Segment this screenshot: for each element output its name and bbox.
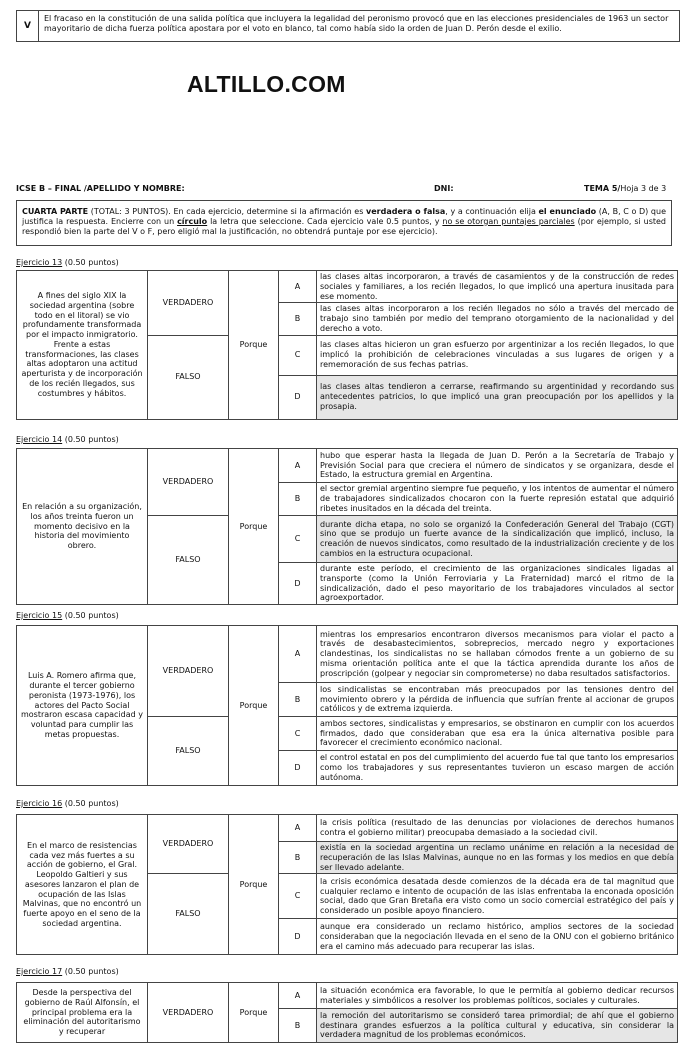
because-label: Porque	[229, 271, 279, 420]
tema-number: TEMA 5/	[584, 184, 621, 193]
option-text: las clases altas incorporaron, a través de casamientos y de la construcción de redes sociales y familiares, a los recién llegados, lo que implicó una apertura inusitada para ese momento.	[317, 271, 678, 303]
option-text: durante dicha etapa, no solo se organizó la Confederación General del Trabajo (CGT) sino que se produjo un fuerte avance de la sindicalización que implicó, incluso, la creación de nuevos sindicatos, como resultado de la industrialización creciente y de los cambios en la estructura ocupacional.	[317, 516, 678, 563]
exercise-statement: Desde la perspectiva del gobierno de Raúl Alfonsín, el principal problema era la eliminación del autoritarismo y recuperar	[17, 983, 148, 1043]
option-text: las clases altas hicieron un gran esfuerzo por argentinizar a los recién llegados, lo que implicó la prohibición de celebraciones vinculadas a sus lugares de origen y a rememoración de sus fechas patrias.	[317, 335, 678, 375]
instructions-box: CUARTA PARTE (TOTAL: 3 PUNTOS). En cada ejercicio, determine si la afirmación es verdadera o falsa, y a continuación elija el enunciado (A, B, C o D) que justifica la respuesta. Encierre con un círculo la letra que seleccione. Cada ejercicio vale 0.5 puntos, y no se otorgan puntajes parciales (por ejemplo, si usted respondió bien la parte del V o F, pero eligió mal la justificación, no obtendrá puntaje por ese ejercicio).	[16, 200, 672, 246]
option-letter[interactable]: C	[279, 874, 317, 919]
option-letter[interactable]: B	[279, 1009, 317, 1043]
option-text: durante este período, el crecimiento de las organizaciones sindicales ligadas al transporte (como la Unión Ferroviaria y La Fraternidad) marcó el ritmo de la sindicalización, dado el peso mayoritario de los trabajadores vinculados al sector agroexportador.	[317, 563, 678, 605]
option-text: aunque era considerado un reclamo histórico, amplios sectores de la sociedad consideraban que la negociación llevada en el seno de la ONU con el gobierno británico era el camino más adecuado para recuperar las islas.	[317, 919, 678, 955]
part-title: CUARTA PARTE	[22, 207, 89, 216]
option-text: los sindicalistas se encontraban más preocupados por las tensiones dentro del movimiento obrero y la pérdida de influencia que sufrían frente al accionar de grupos católicos y de extrema izquierda.	[317, 683, 678, 717]
dni-label: DNI:	[434, 184, 454, 193]
true-option[interactable]: VERDADERO	[148, 449, 229, 516]
false-option[interactable]: FALSO	[148, 717, 229, 786]
exercise-title: Ejercicio 17 (0.50 puntos)	[16, 967, 119, 976]
option-text: mientras los empresarios encontraron diversos mecanismos para violar el pacto a través de desabastecimientos, sobreprecios, mercado negro y exportaciones clandestinas, los sindicalistas no se hallaban cómodos frente a un gobierno de su misma orientación política ante el que la táctica aprendida durante los años de proscripción (golpear y negociar sin comprometerse) no daba resultados satisfactorios.	[317, 626, 678, 683]
previous-item-letter: V	[17, 11, 39, 41]
option-text: ambos sectores, sindicalistas y empresarios, se obstinaron en cumplir con los acuerdos firmados, dado que consideraban que esa era la única alternativa posible para favorecer el crecimiento económico nacional.	[317, 717, 678, 751]
exercise-table	[16, 982, 678, 1043]
previous-item-text: El fracaso en la constitución de una salida política que incluyera la legalidad del peronismo provocó que en las elecciones presidenciales de 1963 un sector mayoritario de dicha fuerza política apostara por el voto en blanco, tal como había sido la orden de Juan D. Perón desde el exilio.	[44, 14, 669, 33]
exercise-statement: A fines del siglo XIX la sociedad argentina (sobre todo en el litoral) se vio profundamente transformada por el impacto inmigratorio. Frente a estas transformaciones, las clases altas adoptaron una actitud aperturista y de incorporación de los recién llegados, sus costumbres y hábitos.	[17, 271, 148, 420]
option-letter[interactable]: A	[279, 449, 317, 483]
option-text: existía en la sociedad argentina un reclamo unánime en relación a la necesidad de recuperación de las Islas Malvinas, aunque no en las formas y los medios en que debía ser llevado adelante.	[317, 842, 678, 874]
true-option[interactable]: VERDADERO	[148, 626, 229, 717]
exercise-table	[16, 814, 678, 955]
option-letter[interactable]: B	[279, 303, 317, 335]
exam-header	[16, 184, 672, 196]
option-text: las clases altas incorporaron a los recién llegados no sólo a través del mercado de trabajo sino también por medio del temprano otorgamiento de la nacionalidad y del derecho a voto.	[317, 303, 678, 335]
option-letter[interactable]: B	[279, 683, 317, 717]
exercise-title: Ejercicio 14 (0.50 puntos)	[16, 435, 119, 444]
option-letter[interactable]: B	[279, 483, 317, 516]
exercise-title: Ejercicio 13 (0.50 puntos)	[16, 258, 119, 267]
option-text: la crisis política (resultado de las denuncias por violaciones de derechos humanos contra el gobierno militar) preocupaba demasiado a la sociedad civil.	[317, 815, 678, 842]
option-text: la remoción del autoritarismo se consideró tarea primordial; de ahí que el gobierno destinara grandes esfuerzos a la política cultural y educativa, sin considerar la verdadera magnitud de los problemas económicos.	[317, 1009, 678, 1043]
site-logo: ALTILLO.COM	[187, 71, 346, 97]
option-letter[interactable]: A	[279, 626, 317, 683]
option-text: hubo que esperar hasta la llegada de Juan D. Perón a la Secretaría de Trabajo y Previsión Social para que creciera el número de sindicatos y se organizara, desde el Estado, la estructura gremial en Argentina.	[317, 449, 678, 483]
exercise-title: Ejercicio 16 (0.50 puntos)	[16, 799, 119, 808]
option-letter[interactable]: A	[279, 271, 317, 303]
exercise-statement: Luis A. Romero afirma que, durante el tercer gobierno peronista (1973-1976), los actores del Pacto Social mostraron escasa capacidad y voluntad para cumplir las metas propuestas.	[17, 626, 148, 786]
option-text: la crisis económica desatada desde comienzos de la década era de tal magnitud que cualquier reclamo e intento de ocupación de las islas enfrentaba la enconada oposición social, dado que Gran Bretaña era visto como un socio comercial estratégico del país y considerado un posible apoyo financiero.	[317, 874, 678, 919]
option-letter[interactable]: C	[279, 717, 317, 751]
exercise-table	[16, 625, 678, 786]
option-text: el control estatal en pos del cumplimiento del acuerdo fue tal que tanto los empresarios como los trabajadores y sus representantes tuvieron un escaso margen de acción autónoma.	[317, 751, 678, 786]
option-letter[interactable]: D	[279, 563, 317, 605]
option-text: el sector gremial argentino siempre fue pequeño, y los intentos de aumentar el número de trabajadores sindicalizados chocaron con la fuerte represión estatal que adquirió ribetes inusitados en la década del treinta.	[317, 483, 678, 516]
option-letter[interactable]: C	[279, 335, 317, 375]
previous-item-box	[16, 10, 680, 42]
because-label: Porque	[229, 449, 279, 605]
option-letter[interactable]: D	[279, 375, 317, 419]
option-letter[interactable]: B	[279, 842, 317, 874]
exercise-statement: En el marco de resistencias cada vez más fuertes a su acción de gobierno, el Gral. Leopoldo Galtieri y sus asesores lanzaron el plan de ocupación de las Islas Malvinas, que no encontró un fuerte apoyo en el seno de la sociedad argentina.	[17, 815, 148, 955]
true-option[interactable]: VERDADERO	[148, 815, 229, 874]
option-letter[interactable]: D	[279, 919, 317, 955]
exercise-title: Ejercicio 15 (0.50 puntos)	[16, 611, 119, 620]
exercise-table	[16, 448, 678, 605]
exercise-statement: En relación a su organización, los años treinta fueron un momento decisivo en la historia del movimiento obrero.	[17, 449, 148, 605]
false-option[interactable]: FALSO	[148, 516, 229, 605]
option-letter[interactable]: C	[279, 516, 317, 563]
option-text: la situación económica era favorable, lo que le permitía al gobierno dedicar recursos materiales y simbólicos a resolver los problemas políticos, sociales y culturales.	[317, 983, 678, 1009]
false-option[interactable]: FALSO	[148, 874, 229, 955]
option-letter[interactable]: A	[279, 815, 317, 842]
because-label: Porque	[229, 626, 279, 786]
tema-label	[584, 184, 666, 194]
false-option[interactable]: FALSO	[148, 335, 229, 419]
option-letter[interactable]: A	[279, 983, 317, 1009]
sheet-number: Hoja 3 de 3	[620, 184, 667, 193]
option-text: las clases altas tendieron a cerrarse, reafirmando su argentinidad y recordando sus antecedentes patricios, lo que implicó una gran preocupación por los apellidos y la prosapia.	[317, 375, 678, 419]
because-label: Porque	[229, 815, 279, 955]
exercise-table	[16, 270, 678, 420]
true-option[interactable]: VERDADERO	[148, 983, 229, 1043]
option-letter[interactable]: D	[279, 751, 317, 786]
because-label: Porque	[229, 983, 279, 1043]
true-option[interactable]: VERDADERO	[148, 271, 229, 336]
student-name-label: ICSE B – FINAL /APELLIDO Y NOMBRE:	[16, 184, 185, 193]
